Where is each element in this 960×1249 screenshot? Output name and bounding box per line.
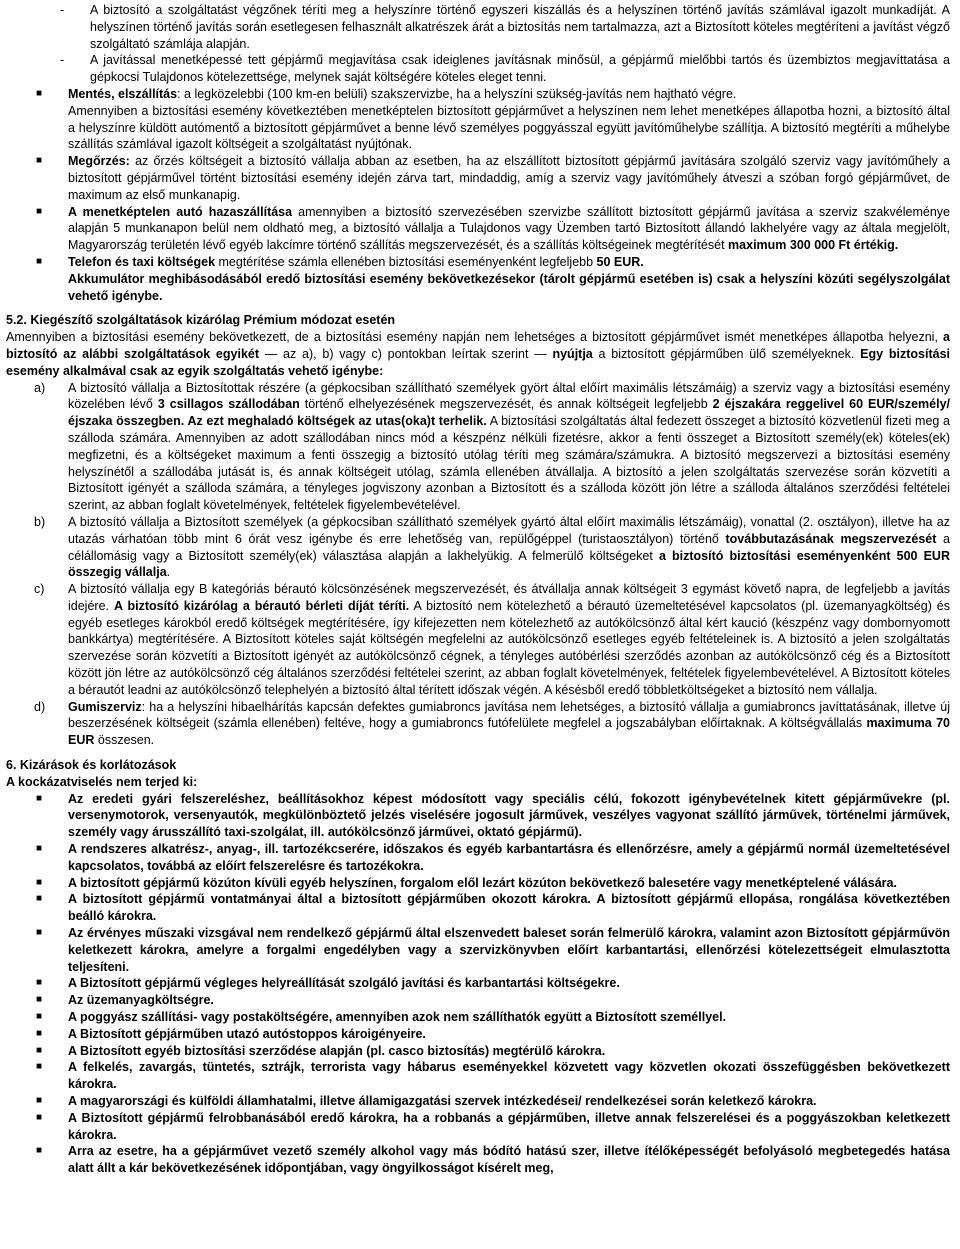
list-item: ■ A Biztosított gépjárműben utazó autóstoppos károigényeire. [36,1026,426,1041]
paragraph-text: amennyiben a biztosító szervezésében szervizbe szállított biztosított gépjármű javítása a szerviz szakvéleménye alapján 5 munkanapon belül nem oldható meg, a biztosító vállalja a Tulajdonos vagy Üzemben tartó Biztosított állandó lakhelyére vagy az általa megjelölt, Magyarország területén lévő egyéb lakcímre történő szállítás megszervezését, és a szállítás költségeinek megtérítését [68,204,951,253]
item-marker: b) [34,514,46,529]
emphasis-text: maximum 300 000 Ft értékig. [728,238,899,253]
list-item [60,2,950,52]
list-item [36,153,950,203]
list-item [36,271,950,305]
square-bullet-icon: ■ [36,1011,43,1023]
list-item [36,103,950,153]
list-item: d) Gumiszerviz: ha a helyszíni hibaelhárítás kapcsán defektes gumiabroncs javítása nem lehetséges, a biztosító vállalja a gumiabroncs javíttatásának, illetve új beszerzésének költségeit (számla ellenében) feltéve, hogy a gumiabroncs futófelülete megfelel a jogszabályban előírtaknak. A költségvállalás maximuma 70 EUR összesen. [6,699,950,749]
list-item: ■ A Biztosított gépjármű felrobbanásából eredő károkra, ha a robbanás a gépjárműben, illetve annak felszerelései és a poggyászokban keletkezett károkra. [36,1110,950,1142]
list-item: b) A biztosító vállalja a Biztosított személyek (a gépkocsiban szállítható személyek gyártó által előírt maximális létszámáig), vonattal (2. osztályon), illetve ha az utazás várhatóan több mint 6 órát vesz igénybe és erre lehetőség van, repülőgéppel (turistaosztályon) történő továbbutazásának megszervezését a célállomásig vagy a Biztosított személy(ek) választása alapján a lakhelyükig. A felmerülő költségeket a biztosító biztosítási eseményenként 500 EUR összegig vállalja. [6,514,950,581]
section-heading: 6. Kizárások és korlátozások [6,758,177,773]
item-marker: d) [34,699,46,714]
square-bullet-icon: ■ [36,1095,43,1106]
paragraph-text: : a legközelebbi (100 km-en belüli) szakszervizbe, ha a helyszíni szükség-javítás nem hajtható végre. [177,86,737,101]
paragraph-text: A biztosító a szolgáltatást végzőnek téríti meg a helyszínre történő egyszeri kiszállás és a helyszínen történő javítás számlával igazolt munkadíját. A helyszínen történő javítás során esetlegesen felhasznált alkatrészek árát a biztosítás nem tartalmazza, azt a Biztosított köteles megtéríteni a javítást végző szolgáltató számlája alapján. [90,3,950,51]
list-item [60,52,950,86]
square-bullet-icon: ■ [36,843,43,855]
list-item: ■ Az eredeti gyári felszereléshez, beállításokhoz képest módosított vagy speciális célú, fokozott igénybevételnek kitett gépjárművekre (pl. versenymotorok, versenyautók, megkülönböztető jelzés viselésére jogosult járművek, veszélyes vagyonat szállító járművek, történelmi járművek, személy vagy árusszállító taxi-szolgálat, ill. autókölcsönző járművei, oktató gépjármű). [36,791,950,840]
square-bullet-icon: ■ [36,205,43,217]
paragraph-text: megtérítése számla ellenében biztosítási eseményenként legfeljebb [215,254,597,269]
paragraph-text: az őrzés költségeit a biztosító vállalja abban az esetben, ha az elszállított biztosított gépjármű javítására szolgáló szerviz vagy javítóműhely a biztosított gépjárművel történt biztosítási esemény idején zárva tart, mindaddig, amíg a szerviz vagy javítóműhely átveszi a szóban forgó gépjárművet, de maximum az első munkanapig. [68,154,950,202]
list-item: ■ A Biztosított egyéb biztosítási szerződése alapján (pl. casco biztosítás) megtérülő károkra. [36,1043,606,1058]
list-item: ■ A magyarországi és külföldi államhatalmi, illetve államigazgatási szervek intézkedései/ rendelkezései során keletkező károkra. [36,1094,817,1108]
list-item [36,254,950,271]
list-item: ■ A Biztosított gépjármű végleges helyreállítását szolgáló javítási és karbantartási költségekre. [36,976,620,991]
list-item [36,86,950,103]
square-bullet-icon: ■ [36,1044,43,1056]
square-bullet-icon: ■ [36,1061,43,1073]
item-heading: Mentés, elszállítás [68,86,178,101]
section-subtitle: A kockázatviselés nem terjed ki: [6,774,198,789]
list-item [36,204,950,254]
square-bullet-icon: ■ [36,255,43,267]
exclusions-list [6,791,950,1177]
list-item: c) A biztosító vállalja egy B kategóriás bérautó kölcsönzésének megszervezését, és átvállalja annak költségeit 3 egymást követő napra, de legfeljebb a javítás idejére. A biztosító kizárólag a bérautó bérleti díját téríti. A biztosító nem kötelezhető a bérautó üzemeltetésével kapcsolatos (pl. üzemanyagköltség) és egyéb esetleges károkból eredő költségek megtérítésére, így kifejezetten nem kötelezhető az autókölcsönző által kért kaució (készpénz vagy dombornyomott bankkártya) megtérítésére. A Biztosított köteles saját költségén megfelelni az autókölcsönző esetleges egyéb feltételeinek is. A biztosító a jelen szolgáltatás szervezése során közvetíti a Biztosított igényét az autókölcsönző cégnek, a tényleges autóbérlési szerződés azonban az autókölcsönző cég és a Biztosított között jön létre az autókölcsönző cég általános szerződési feltételei szerint, az abban foglalt követelmények, feltételek figyelembevételével. A Biztosított köteles a bérautót leadni az autókölcsönző telephelyén a biztosító által térített időszak végén. A késésből eredő többletköltségeket a biztosító nem vállalja. [6,581,950,699]
list-item: ■ A biztosított gépjármű közúton kívüli egyéb helyszínen, forgalom elől lezárt közúton bekövetkező balesetére vagy menetképtelené válására. [36,875,897,890]
section-heading: 5.2. Kiegészítő szolgáltatások kizárólag Prémium módozat esetén [6,313,396,328]
square-bullet-icon: ■ [36,155,43,167]
square-bullet-icon: ■ [36,1027,43,1039]
section-intro: Amennyiben a biztosítási esemény bekövetkezett, de a biztosítási esemény napján nem lehetséges a biztosított gépjárművet ismét menetképes állapotba helyezni, a biztosító az alábbi szolgáltatások egyikét — az a), b) vagy c) pontokban leírtak szerint — nyújtja a biztosított gépjárműben ülő személyeknek. Egy biztosítási esemény alkalmával csak az egyik szolgáltatás vehető igénybe: [6,330,950,378]
dash-marker: - [60,53,65,68]
item-heading: Telefon és taxi költségek [68,254,216,269]
square-bullet-icon: ■ [36,792,43,804]
square-bullet-icon: ■ [36,876,43,888]
emphasis-text: Akkumulátor meghibásodásából eredő biztosítási esemény bekövetkezésekor (tárolt gépjármű esetében is) csak a helyszíni közúti segélyszolgálat vehető igénybe. [68,271,950,303]
list-item: a) A biztosító vállalja a Biztosítottak részére (a gépkocsiban szállítható személyek györt által előírt maximális létszámáig) a szerviz vagy a biztosítási esemény közelében lévő 3 csillagos szállodában történő elhelyezésének megszervezését, és annak költségeit legfeljebb 2 éjszakára reggelivel 60 EUR/személy/éjszaka összegben. Az ezt meghaladó költségek az utas(oka)t terhelik. A biztosítási szolgáltatás által fedezett összeget a biztosító közvetlenül fizeti meg a szálloda számára. Amennyiben az adott szállodában nincs mód a készpénz nélküli fizetésre, akkor a fenti összeget a Biztosított személy(ek) köteles(ek) megfizetni, és a költségeket maximum a fenti összegig a biztosító utólag téríti meg számára/számukra. A biztosító megszervezi a biztosítási esemény helyszínétől a szállodába jutását is, és annak költségeit utólag, számla ellenében átvállalja. A biztosító a jelen szolgáltatás szervezése során közvetíti a Biztosított igényét a szálloda számára, a tényleges jogviszony azonban a Biztosított és a szálloda között jön létre a szálloda általános szerződési feltételei szerint, az abban foglalt követelmények, feltételek figyelembevételével. [6,380,950,514]
paragraph-text: A javítással menetképessé tett gépjármű megjavítása csak ideiglenes javításnak minősül, a gépjármű mielőbbi tartós és üzembiztos megjavíttatása a gépkocsi Tulajdonos kötelezettsége, melynek saját költségére köteles eleget tenni. [90,53,950,85]
square-bullet-icon: ■ [36,893,43,905]
list-item: ■ A biztosított gépjármű vontatmányai által a biztosított gépjárműben okozott károkra. A biztosított gépjármű ellopása, rongálása következtében beálló károkra. [36,892,950,924]
list-item: ■ Arra az esetre, ha a gépjárművet vezető személy alkohol vagy más bódító hatású szer, illetve ítélőképességét befolyásoló megbetegedés hatása alatt állt a kár bekövetkezésének időpontjában, vagy öngyilkosságot kísérelt meg, [36,1144,950,1176]
square-bullet-icon: ■ [36,1111,43,1123]
square-bullet-icon: ■ [36,87,43,99]
square-bullet-icon: ■ [36,927,43,939]
item-heading: A menetképtelen autó hazaszállítása [68,204,293,219]
list-item: ■ A poggyász szállítási- vagy postaköltségére, amennyiben azok nem szállíthatók együtt a Biztosított személlyel. [36,1010,727,1025]
paragraph-text: Amennyiben a biztosítási esemény következtében menetképtelen biztosított gépjárművet a helyszínen nem lehet menetképes állapotba hozni, a biztosító által a helyszínre küldött autómentő a biztosított gépjárművet a benne lévő személyes poggyásszal együtt javítóműhelybe szállítja. A biztosító megtéríti a műhelybe szállítás számlával igazolt költségeit a szolgáltatást nyújtónak. [68,103,950,152]
square-bullet-icon: ■ [36,977,43,989]
dash-marker: - [60,3,65,17]
square-bullet-icon: ■ [36,1145,43,1157]
list-item: ■ Az üzemanyagköltségre. [36,993,214,1008]
list-item: ■ Az érvényes műszaki vizsgával nem rendelkező gépjármű által elszenvedett baleset során felmerülő károkra, valamint azon Biztosított gépjárművön keletkezett károkra, amelyre a forgalmi engedélyben vagy a szervizkönyvben előírt karbantartási, ellenőrzési kötelezettségeit elmulasztotta teljesíteni. [36,926,950,974]
square-bullet-icon: ■ [36,994,43,1006]
item-heading: Megőrzés: [68,154,130,169]
emphasis-text: 50 EUR. [596,254,644,269]
list-item: ■ A rendszeres alkatrész-, anyag-, ill. tartozékcserére, időszakos és egyéb karbantartásra és ellenőrzésre, amely a gépjármű normál üzemeltetésével kapcsolatos, továbbá az előírt felszerelésre és tartozékokra. [36,842,950,873]
item-marker: a) [34,380,46,395]
list-item: ■ A felkelés, zavargás, tüntetés, sztrájk, terrorista vagy hábarus eseményekkel közvetett vagy közvetlen okozati összefüggésben bekövetkezett károkra. [36,1060,950,1092]
item-marker: c) [34,582,45,597]
